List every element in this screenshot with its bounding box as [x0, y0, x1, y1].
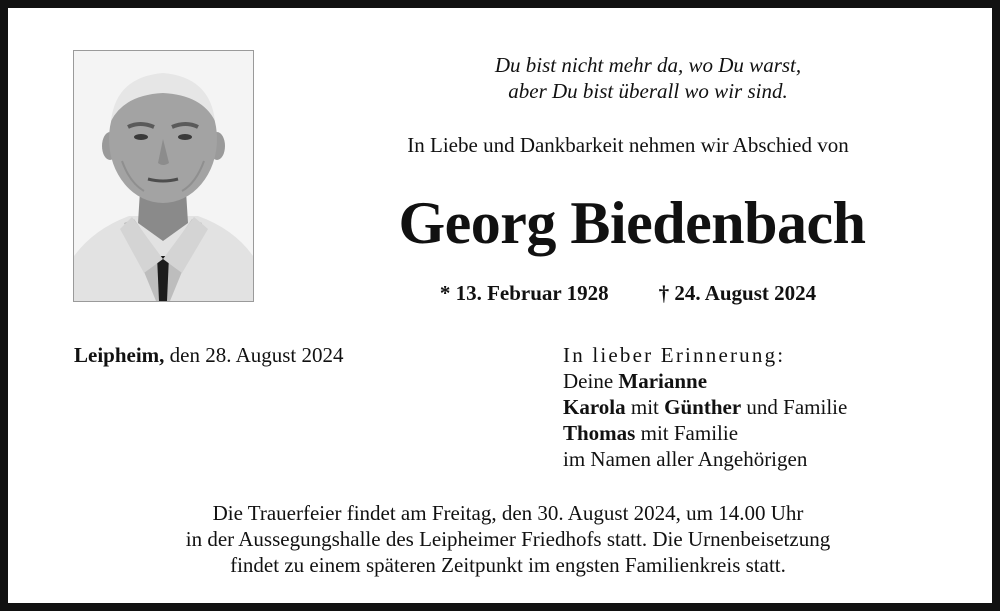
deceased-name: Georg Biedenbach [398, 190, 866, 256]
death-date: † 24. August 2024 [658, 281, 817, 305]
mourner-line-4: im Namen aller Angehörigen [563, 447, 808, 471]
mourner-family-suffix: und Familie [746, 395, 848, 419]
funeral-line-3: findet zu einem späteren Zeitpunkt im engsten Familienkreis statt. [230, 553, 786, 577]
mourners-list [563, 342, 847, 472]
mourner-prefix: Deine [563, 369, 614, 393]
mourner-name-guenther: Günther [664, 395, 742, 419]
mourner-name-marianne: Marianne [618, 369, 708, 393]
mourners-heading: In lieber Erinnerung: [563, 343, 786, 367]
mourner-line-2 [563, 394, 847, 420]
life-dates [308, 280, 948, 306]
portrait-photo [73, 50, 254, 302]
quote-line-2: aber Du bist überall wo wir sind. [508, 79, 788, 103]
intro-text: In Liebe und Dankbarkeit nehmen wir Abschied von [407, 133, 849, 157]
funeral-line-1: Die Trauerfeier findet am Freitag, den 30. August 2024, um 14.00 Uhr [212, 501, 804, 525]
mourner-name-karola: Karola [563, 395, 626, 419]
place-name: Leipheim, [74, 343, 165, 367]
mourner-line-3 [563, 420, 847, 446]
memorial-quote [368, 52, 928, 104]
mourner-line-1 [563, 368, 847, 394]
birth-date: * 13. Februar 1928 [439, 281, 609, 305]
funeral-line-2: in der Aussegungshalle des Leipheimer Friedhofs statt. Die Urnenbeisetzung [185, 527, 831, 551]
mourner-family-suffix-2: mit Familie [640, 421, 739, 445]
mourner-connector: mit [630, 395, 659, 419]
announcement-date: den 28. August 2024 [169, 343, 344, 367]
portrait-illustration [74, 51, 253, 301]
place-and-date [74, 342, 344, 368]
funeral-notice [48, 500, 968, 578]
mourner-name-thomas: Thomas [563, 421, 636, 445]
quote-line-1: Du bist nicht mehr da, wo Du warst, [494, 53, 802, 77]
